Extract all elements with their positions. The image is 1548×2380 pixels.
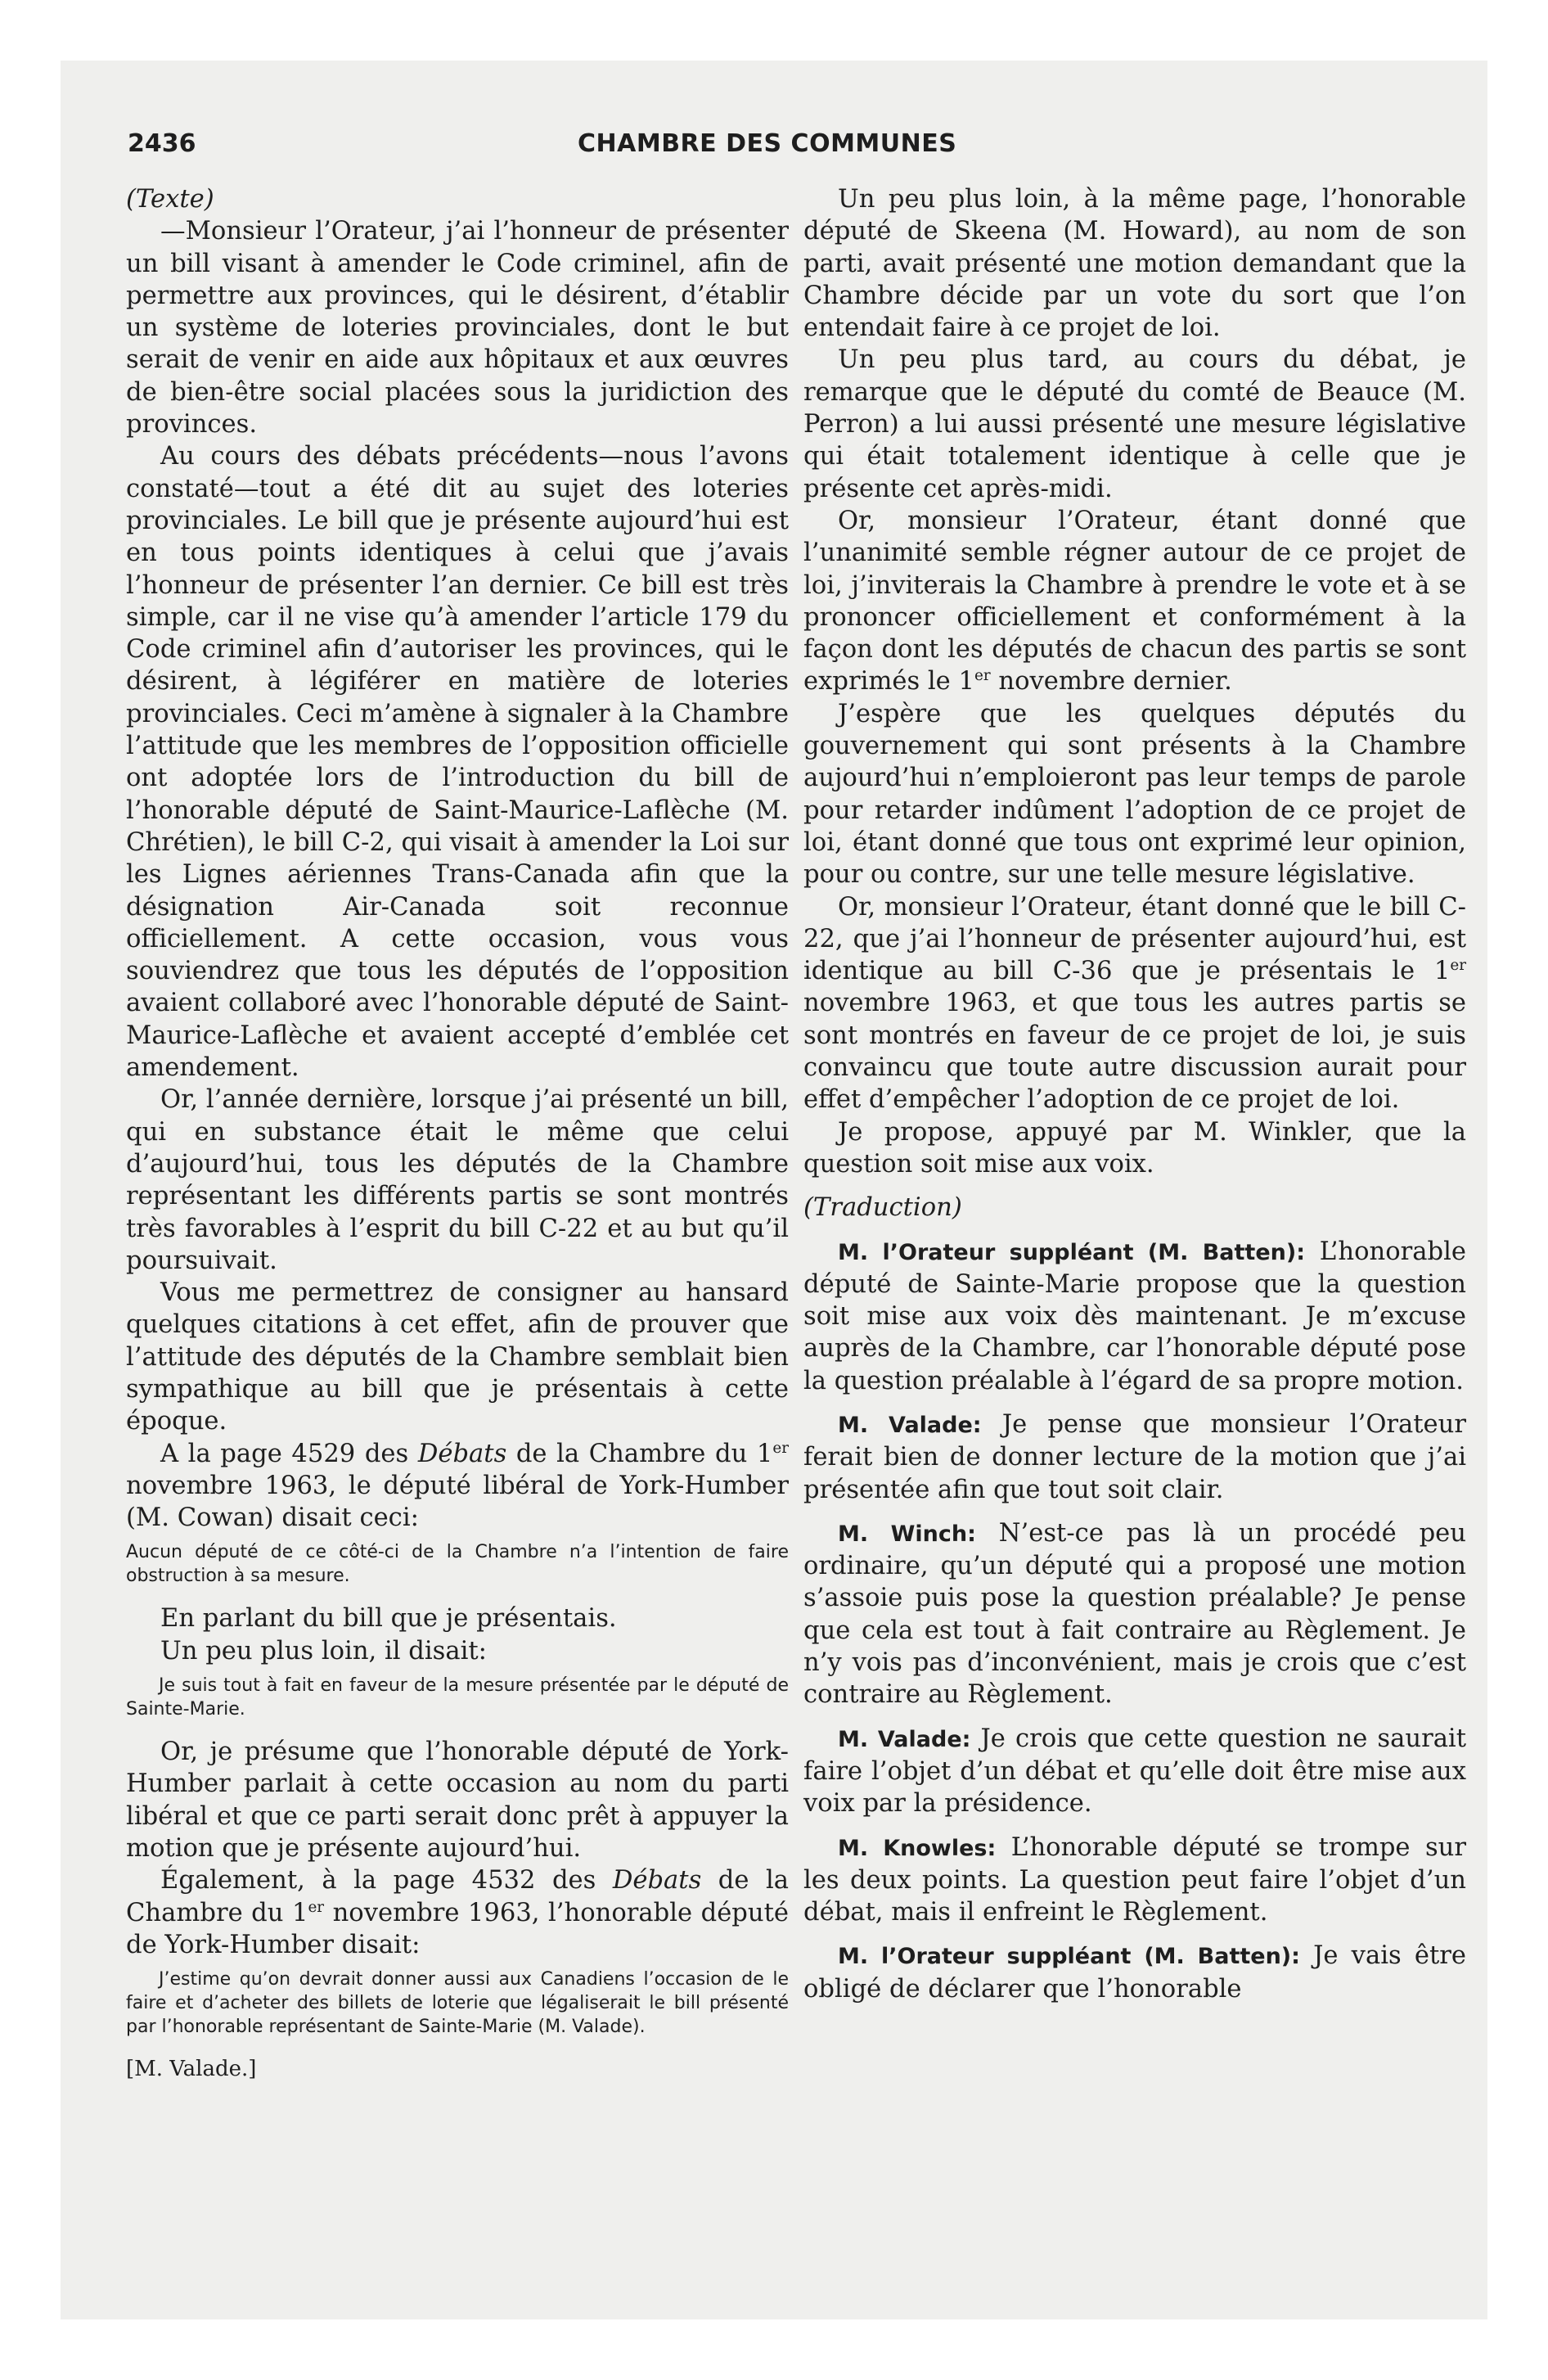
paragraph: Au cours des débats précédents—nous l’avons constaté—tout a été dit au sujet des loteries provinciales. Le bill que je présente aujourd’hui est en tous points identiques à celui que j’avais l’honneur de présenter l’an dernier. Ce bill est très simple, car il ne vise qu’à amender l’article 179 du Code criminel afin d’autoriser les provinces, qui le désirent, à légiférer en matière de loteries provinciales. Ceci m’amène à signaler à la Chambre l’attitude que les membres de l’opposition officielle ont adoptée lors de l’introduction du bill de l’honorable député de Saint-Maurice-Laflèche (M. Chrétien), le bill C-2, qui visait à amender la Loi sur les Lignes aériennes Trans-Canada afin que la désignation Air-Canada soit reconnue officiellement. A cette occasion, vous vous souviendrez que tous les députés de l’opposition avaient collaboré avec l’honorable député de Saint-Maurice-Laflèche et avaient accepté d’emblée cet amendement.	[126, 442, 789, 1083]
paragraph: En parlant du bill que je présentais.	[160, 1604, 617, 1634]
speech: M. Valade: Je crois que cette question ne saurait faire l’objet d’un débat et qu’elle doit être mise aux voix par la présidence.	[803, 1724, 1467, 1819]
speech: M. Knowles: L’honorable député se trompe sur les deux points. La question peut faire l’objet d’un débat, mais il enfreint le Règlement.	[803, 1832, 1466, 1927]
speaker-name: M. Winch:	[838, 1521, 976, 1547]
paragraph: Un peu plus loin, à la même page, l’honorable député de Skeena (M. Howard), au nom de son parti, avait présenté une motion demandant que la Chambre décide par un vote du sort que l’on entendait faire à ce projet de loi.	[803, 185, 1466, 343]
speech: M. Winch: N’est-ce pas là un procédé peu ordinaire, qu’un député qui a proposé une motion s’assoie puis pose la question préalable? Je pense que cela est tout à fait contraire au Règlement. Je n’y vois pas d’inconvénient, mais je crois que c’est contraire au Règlement.	[803, 1518, 1466, 1710]
block-quote: Aucun député de ce côté-ci de la Chambre n’a l’intention de faire obstruction à sa mesure.	[126, 1542, 789, 1587]
paragraph: Or, l’année dernière, lorsque j’ai présenté un bill, qui en substance était le même que celui d’aujourd’hui, tous les députés de la Chambre représentant les différents partis se sont montrés très favorables à l’esprit du bill C-22 et au but qu’il poursuivait.	[126, 1085, 789, 1275]
speech: M. l’Orateur suppléant (M. Batten): Je vais être obligé de déclarer que l’honorable	[803, 1941, 1466, 2004]
section-label-texte: (Texte)	[126, 185, 214, 214]
speaker-name: M. l’Orateur suppléant (M. Batten):	[838, 1239, 1306, 1265]
right-column	[803, 183, 1466, 2005]
paragraph: Vous me permettrez de consigner au hansard quelques citations à cet effet, afin de prouver que l’attitude des députés de la Chambre semblait bien sympathique au bill que je présentais à cette époque.	[126, 1278, 789, 1436]
page-header	[128, 124, 1404, 174]
section-label-traduction: (Traduction)	[803, 1193, 962, 1223]
paragraph: J’espère que les quelques députés du gouvernement qui sont présents à la Chambre aujourd’hui n’emploieront pas leur temps de parole pour retarder indûment l’adoption de ce projet de loi, étant donné que tous ont exprimé leur opinion, pour ou contre, sur une telle mesure législative.	[803, 699, 1466, 890]
speech: M. l’Orateur suppléant (M. Batten): L’honorable député de Sainte-Marie propose que la question soit mise aux voix dès maintenant. Je m’excuse auprès de la Chambre, car l’honorable député pose la question préalable à l’égard de sa propre motion.	[803, 1237, 1467, 1395]
paragraph: Un peu plus loin, il disait:	[160, 1636, 487, 1666]
speaker-name: M. l’Orateur suppléant (M. Batten):	[838, 1944, 1300, 1970]
paragraph: Or, je présume que l’honorable député de York-Humber parlait à cette occasion au nom du parti libéral et que ce parti serait donc prêt à appuyer la motion que je présente aujourd’hui.	[126, 1738, 789, 1863]
paragraph: Or, monsieur l’Orateur, étant donné que l’unanimité semble régner autour de ce projet de loi, j’inviterais la Chambre à prendre le vote et à se prononcer officiellement et conformément à la façon dont les députés de chacun des partis se sont exprimés le 1er novembre dernier.	[803, 506, 1466, 696]
paragraph: Un peu plus tard, au cours du débat, je remarque que le député du comté de Beauce (M. Perron) a lui aussi présenté une mesure législative qui était totalement identique à celle que je présente cet après-midi.	[803, 345, 1466, 503]
left-column	[126, 183, 789, 2085]
paragraph: Je propose, appuyé par M. Winkler, que la question soit mise aux voix.	[803, 1117, 1466, 1179]
paragraph: Or, monsieur l’Orateur, étant donné que le bill C-22, que j’ai l’honneur de présenter aujourd’hui, est identique au bill C-36 que je présentais le 1er novembre 1963, et que tous les autres partis se sont montrés en faveur de ce projet de loi, je suis convaincu que toute autre discussion aurait pour effet d’empêcher l’adoption de ce projet de loi.	[803, 892, 1466, 1115]
running-title: CHAMBRE DES COMMUNES	[578, 129, 957, 158]
paragraph: —Monsieur l’Orateur, j’ai l’honneur de présenter un bill visant à amender le Code criminel, afin de permettre aux provinces, qui le désirent, d’établir un système de loteries provinciales, dont le but serait de venir en aide aux hôpitaux et aux œuvres de bien-être social placées sous la juridiction des provinces.	[126, 217, 789, 439]
page-number: 2436	[128, 129, 196, 158]
block-quote: Je suis tout à fait en faveur de la mesure présentée par le député de Sainte-Marie.	[126, 1675, 789, 1720]
speaker-name: M. Valade:	[838, 1412, 982, 1438]
speaker-attribution: [M. Valade.]	[126, 2057, 257, 2082]
speech: M. Valade: Je pense que monsieur l’Orateur ferait bien de donner lecture de la motion que j’ai présentée afin que tout soit clair.	[803, 1409, 1466, 1504]
speaker-name: M. Knowles:	[838, 1835, 997, 1861]
speaker-name: M. Valade:	[838, 1726, 971, 1752]
scanned-page	[61, 61, 1487, 2319]
paragraph: A la page 4529 des Débats de la Chambre du 1er novembre 1963, le député libéral de York-Humber (M. Cowan) disait ceci:	[126, 1439, 789, 1533]
paragraph: Également, à la page 4532 des Débats de la Chambre du 1er novembre 1963, l’honorable député de York-Humber disait:	[126, 1866, 789, 1959]
block-quote: J’estime qu’on devrait donner aussi aux Canadiens l’occasion de le faire et d’acheter des billets de loterie que légaliserait le bill présenté par l’honorable représentant de Sainte-Marie (M. Valade).	[126, 1969, 789, 2038]
